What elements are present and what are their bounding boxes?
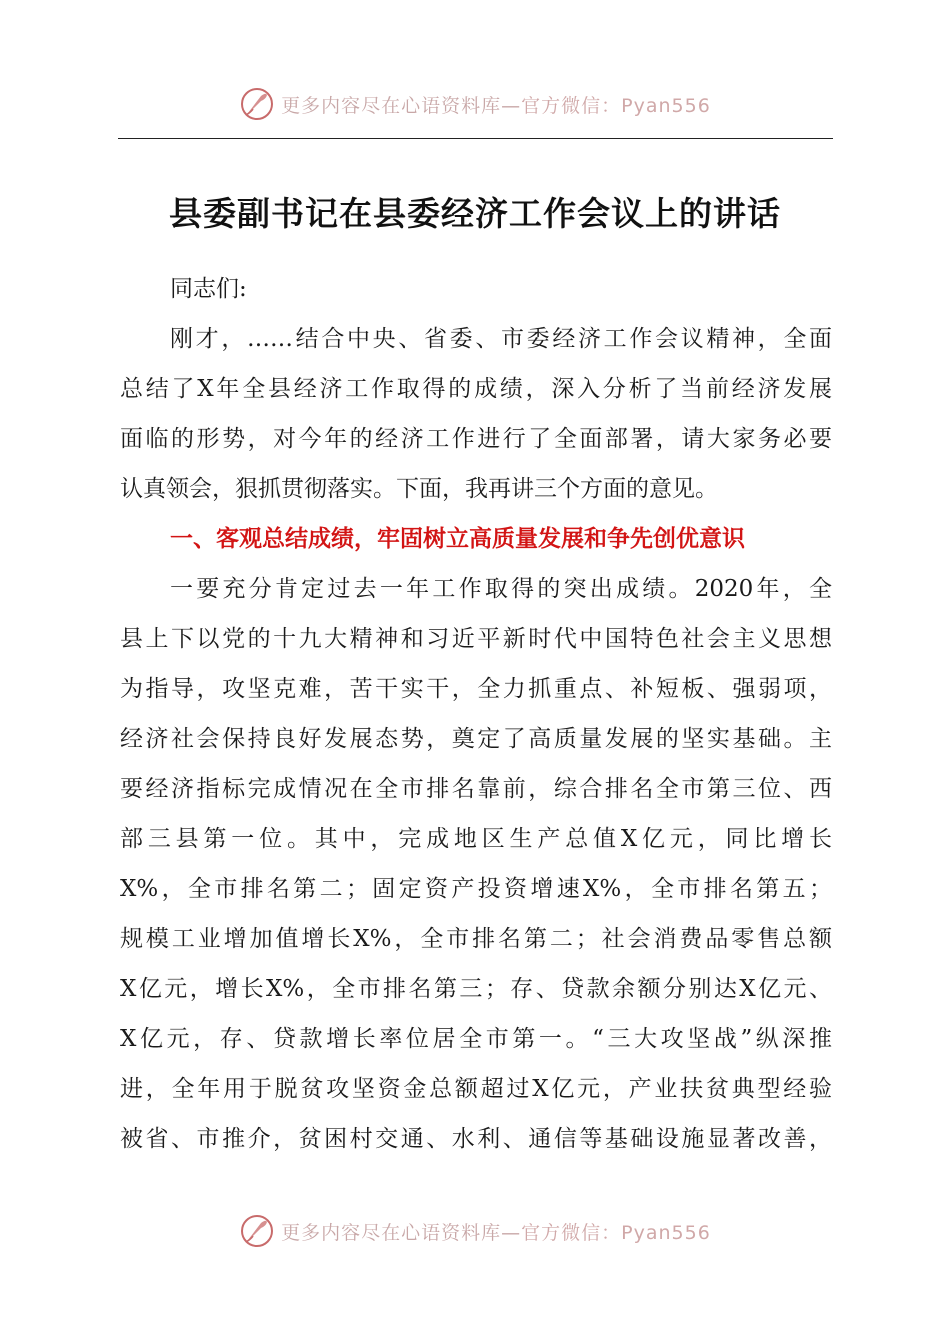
footer-banner-text: 更多内容尽在心语资料库—官方微信：Pyan556 [281, 1221, 711, 1244]
quill-logo-icon [239, 86, 275, 122]
paragraph-line: X亿元，增长X%，全市排名第三；存、贷款余额分别达X亿元、 [120, 976, 832, 1002]
paragraph-line: 县上下以党的十九大精神和习近平新时代中国特色社会主义思想 [120, 626, 832, 652]
paragraph-line: 一要充分肯定过去一年工作取得的突出成绩。2020年，全 [170, 576, 832, 602]
paragraph-line: 规模工业增加值增长X%，全市排名第二；社会消费品零售总额 [120, 926, 832, 952]
paragraph-line: X亿元，存、贷款增长率位居全市第一。“三大攻坚战”纵深推 [120, 1026, 832, 1052]
paragraph-line: 部三县第一位。其中，完成地区生产总值X亿元，同比增长 [120, 826, 832, 852]
header-banner [0, 84, 950, 124]
quill-logo-icon [239, 1213, 275, 1249]
paragraph-line: 为指导，攻坚克难，苦干实干，全力抓重点、补短板、强弱项， [120, 676, 832, 702]
section-heading: 一、客观总结成绩，牢固树立高质量发展和争先创优意识 [170, 526, 745, 552]
paragraph-line: 要经济指标完成情况在全市排名靠前，综合排名全市第三位、西 [120, 776, 832, 802]
salutation: 同志们: [170, 276, 247, 302]
document-body [120, 264, 832, 1164]
paragraph-line: 面临的形势，对今年的经济工作进行了全面部署，请大家务必要 [120, 426, 832, 452]
header-divider [118, 138, 833, 139]
paragraph-line: 认真领会，狠抓贯彻落实。下面，我再讲三个方面的意见。 [120, 476, 718, 502]
paragraph-line: 总结了X年全县经济工作取得的成绩，深入分析了当前经济发展 [120, 376, 832, 402]
paragraph-line: X%，全市排名第二；固定资产投资增速X%，全市排名第五； [120, 876, 832, 902]
document-title: 县委副书记在县委经济工作会议上的讲话 [169, 194, 781, 233]
header-banner-text: 更多内容尽在心语资料库—官方微信：Pyan556 [281, 94, 711, 117]
paragraph-line: 刚才，……结合中央、省委、市委经济工作会议精神，全面 [170, 326, 832, 352]
paragraph-line: 经济社会保持良好发展态势，奠定了高质量发展的坚实基础。主 [120, 726, 832, 752]
footer-banner [0, 1211, 950, 1251]
paragraph-line: 进，全年用于脱贫攻坚资金总额超过X亿元，产业扶贫典型经验 [120, 1076, 832, 1102]
paragraph-line: 被省、市推介，贫困村交通、水利、通信等基础设施显著改善， [120, 1126, 832, 1152]
